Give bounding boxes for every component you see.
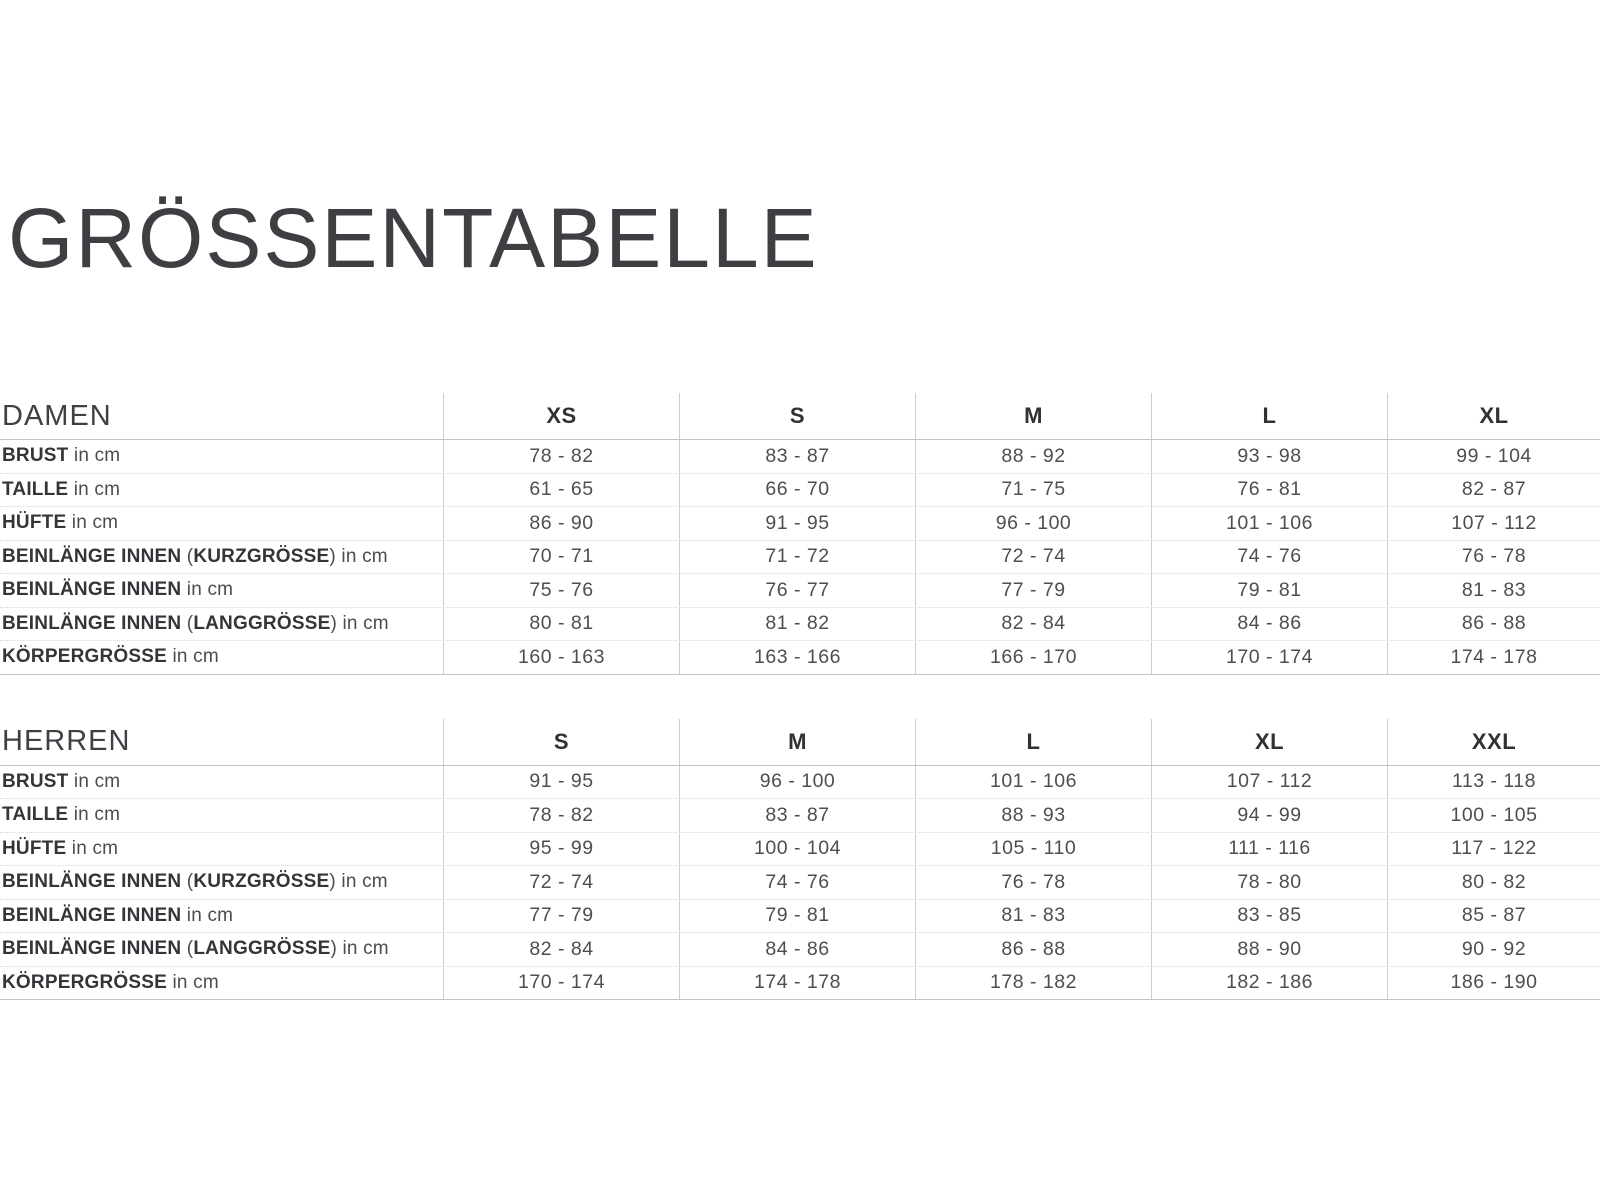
cell-value: 77 - 79: [915, 574, 1151, 607]
cell-value: 80 - 81: [443, 608, 679, 641]
size-column-header: L: [915, 719, 1151, 765]
row-label: [0, 833, 443, 866]
cell-value: 170 - 174: [443, 967, 679, 1000]
size-column-header: XS: [443, 393, 679, 439]
row-label-bold: HÜFTE: [2, 512, 67, 534]
cell-value: 82 - 84: [915, 608, 1151, 641]
cell-value: 88 - 93: [915, 799, 1151, 832]
cell-value: 88 - 90: [1151, 933, 1387, 966]
table-row: [0, 866, 1600, 900]
cell-value: 81 - 83: [915, 900, 1151, 933]
cell-value: 76 - 78: [1387, 541, 1600, 574]
damen-size-table: [0, 393, 1600, 675]
row-label-bold: KÖRPERGRÖSSE: [2, 646, 167, 668]
cell-value: 95 - 99: [443, 833, 679, 866]
cell-value: 61 - 65: [443, 474, 679, 507]
row-label: [0, 967, 443, 1000]
row-label-bold: BEINLÄNGE INNEN: [2, 938, 182, 960]
table-row: [0, 967, 1600, 1001]
cell-value: 107 - 112: [1151, 766, 1387, 799]
cell-value: 72 - 74: [915, 541, 1151, 574]
cell-value: 82 - 84: [443, 933, 679, 966]
cell-value: 170 - 174: [1151, 641, 1387, 674]
herren-size-table: [0, 719, 1600, 1001]
cell-value: 100 - 105: [1387, 799, 1600, 832]
cell-value: 90 - 92: [1387, 933, 1600, 966]
size-column-header: M: [915, 393, 1151, 439]
cell-value: 88 - 92: [915, 440, 1151, 473]
size-column-header: M: [679, 719, 915, 765]
cell-value: 81 - 82: [679, 608, 915, 641]
row-label-bold: TAILLE: [2, 804, 69, 826]
row-label-bold: BEINLÄNGE INNEN: [2, 612, 182, 634]
cell-value: 78 - 82: [443, 440, 679, 473]
table-header-row: [0, 719, 1600, 766]
row-label-bold: BEINLÄNGE INNEN: [2, 904, 182, 926]
row-label-regular: in cm: [68, 445, 121, 467]
size-column-header: XL: [1387, 393, 1600, 439]
row-label-bold: BRUST: [2, 770, 69, 792]
row-label: [0, 608, 443, 641]
cell-value: 91 - 95: [679, 507, 915, 540]
row-label-bold: BRUST: [2, 445, 69, 467]
row-label-regular: (: [181, 612, 194, 634]
cell-value: 163 - 166: [679, 641, 915, 674]
table-row: [0, 933, 1600, 967]
row-label-bold: BEINLÄNGE INNEN: [2, 871, 182, 893]
cell-value: 94 - 99: [1151, 799, 1387, 832]
cell-value: 85 - 87: [1387, 900, 1600, 933]
row-label-regular: in cm: [181, 904, 234, 926]
cell-value: 86 - 88: [1387, 608, 1600, 641]
cell-value: 107 - 112: [1387, 507, 1600, 540]
cell-value: 83 - 87: [679, 440, 915, 473]
cell-value: 96 - 100: [679, 766, 915, 799]
cell-value: 166 - 170: [915, 641, 1151, 674]
cell-value: 91 - 95: [443, 766, 679, 799]
table-row: [0, 507, 1600, 541]
row-label-regular: in cm: [68, 770, 121, 792]
cell-value: 74 - 76: [679, 866, 915, 899]
table-row: [0, 574, 1600, 608]
cell-value: 117 - 122: [1387, 833, 1600, 866]
cell-value: 96 - 100: [915, 507, 1151, 540]
cell-value: 66 - 70: [679, 474, 915, 507]
cell-value: 83 - 87: [679, 799, 915, 832]
cell-value: 72 - 74: [443, 866, 679, 899]
row-label-regular: in cm: [68, 478, 121, 500]
row-label: [0, 933, 443, 966]
row-label-bold: BEINLÄNGE INNEN: [2, 579, 182, 601]
row-label-regular: ) in cm: [330, 938, 389, 960]
row-label: [0, 507, 443, 540]
row-label-regular: ) in cm: [329, 871, 388, 893]
section-title: HERREN: [2, 725, 131, 757]
row-label-regular: in cm: [66, 512, 119, 534]
row-label: [0, 574, 443, 607]
cell-value: 86 - 90: [443, 507, 679, 540]
row-label-regular: in cm: [68, 804, 121, 826]
table-row: [0, 541, 1600, 575]
cell-value: 101 - 106: [1151, 507, 1387, 540]
row-label-bold: KURZGRÖSSE: [193, 871, 330, 893]
cell-value: 77 - 79: [443, 900, 679, 933]
size-column-header: S: [443, 719, 679, 765]
row-label-regular: in cm: [181, 579, 234, 601]
table-header-row: [0, 393, 1600, 440]
table-row: [0, 440, 1600, 474]
size-column-header: XL: [1151, 719, 1387, 765]
cell-value: 84 - 86: [1151, 608, 1387, 641]
cell-value: 160 - 163: [443, 641, 679, 674]
cell-value: 186 - 190: [1387, 967, 1600, 1000]
cell-value: 75 - 76: [443, 574, 679, 607]
table-row: [0, 900, 1600, 934]
row-label-regular: ) in cm: [330, 612, 389, 634]
cell-value: 101 - 106: [915, 766, 1151, 799]
cell-value: 174 - 178: [1387, 641, 1600, 674]
cell-value: 100 - 104: [679, 833, 915, 866]
row-label-regular: (: [181, 545, 194, 567]
cell-value: 178 - 182: [915, 967, 1151, 1000]
cell-value: 70 - 71: [443, 541, 679, 574]
table-row: [0, 833, 1600, 867]
cell-value: 182 - 186: [1151, 967, 1387, 1000]
row-label: [0, 866, 443, 899]
row-label: [0, 440, 443, 473]
cell-value: 71 - 75: [915, 474, 1151, 507]
row-label-regular: in cm: [167, 971, 219, 993]
row-label-bold: LANGGRÖSSE: [193, 938, 331, 960]
row-label-regular: in cm: [167, 646, 219, 668]
section-title: DAMEN: [2, 399, 112, 432]
row-label-bold: KÖRPERGRÖSSE: [2, 971, 167, 993]
row-label-regular: (: [181, 938, 194, 960]
table-row: [0, 474, 1600, 508]
table-row: [0, 799, 1600, 833]
cell-value: 71 - 72: [679, 541, 915, 574]
row-label: [0, 799, 443, 832]
cell-value: 99 - 104: [1387, 440, 1600, 473]
size-column-header: L: [1151, 393, 1387, 439]
row-label-bold: LANGGRÖSSE: [193, 612, 331, 634]
cell-value: 76 - 78: [915, 866, 1151, 899]
cell-value: 78 - 82: [443, 799, 679, 832]
size-column-header: S: [679, 393, 915, 439]
row-label: [0, 766, 443, 799]
cell-value: 105 - 110: [915, 833, 1151, 866]
row-label: [0, 541, 443, 574]
size-column-header: XXL: [1387, 719, 1600, 765]
cell-value: 79 - 81: [679, 900, 915, 933]
table-row: [0, 766, 1600, 800]
row-label-bold: HÜFTE: [2, 837, 67, 859]
cell-value: 113 - 118: [1387, 766, 1600, 799]
row-label-regular: ) in cm: [329, 545, 388, 567]
cell-value: 82 - 87: [1387, 474, 1600, 507]
cell-value: 78 - 80: [1151, 866, 1387, 899]
cell-value: 76 - 81: [1151, 474, 1387, 507]
cell-value: 174 - 178: [679, 967, 915, 1000]
cell-value: 80 - 82: [1387, 866, 1600, 899]
row-label-bold: TAILLE: [2, 478, 69, 500]
cell-value: 83 - 85: [1151, 900, 1387, 933]
page-title: GRÖSSENTABELLE: [8, 191, 819, 285]
cell-value: 84 - 86: [679, 933, 915, 966]
row-label-bold: BEINLÄNGE INNEN: [2, 545, 182, 567]
cell-value: 76 - 77: [679, 574, 915, 607]
cell-value: 93 - 98: [1151, 440, 1387, 473]
row-label-regular: in cm: [66, 837, 119, 859]
cell-value: 111 - 116: [1151, 833, 1387, 866]
table-row: [0, 608, 1600, 642]
row-label: [0, 900, 443, 933]
cell-value: 74 - 76: [1151, 541, 1387, 574]
cell-value: 86 - 88: [915, 933, 1151, 966]
cell-value: 81 - 83: [1387, 574, 1600, 607]
row-label: [0, 641, 443, 674]
row-label: [0, 474, 443, 507]
cell-value: 79 - 81: [1151, 574, 1387, 607]
row-label-regular: (: [181, 871, 194, 893]
table-row: [0, 641, 1600, 675]
row-label-bold: KURZGRÖSSE: [193, 545, 330, 567]
